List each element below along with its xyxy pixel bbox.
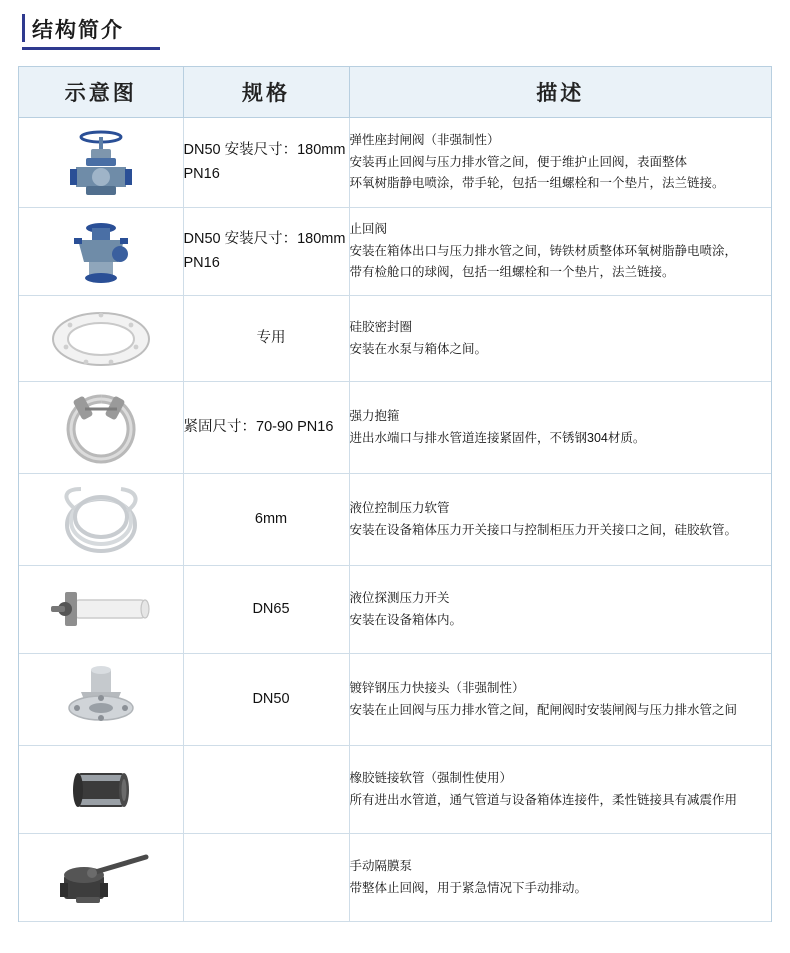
row-diagram-cell (19, 654, 183, 746)
row-description-cell (349, 382, 771, 474)
spec-line: DN50 (183, 142, 221, 159)
page-title (22, 12, 136, 50)
row-description-cell (349, 208, 771, 296)
desc-line: 止回阀 (349, 221, 388, 236)
row-spec-cell (183, 118, 349, 208)
desc-line: 橡胶链接软管（强制性使用） (349, 770, 513, 785)
row-spec-cell (183, 834, 349, 922)
check-valve-icon (19, 214, 183, 290)
table-row (19, 474, 771, 566)
spec-table-container (18, 66, 772, 922)
coiled-tube-icon (19, 481, 183, 559)
spec-line: 专用 (256, 329, 286, 346)
row-diagram-cell (19, 474, 183, 566)
pressure-switch-icon (19, 582, 183, 638)
table-row (19, 382, 771, 474)
row-spec-cell (183, 566, 349, 654)
quick-coupling-icon (19, 664, 183, 736)
desc-line: 液位探测压力开关 (349, 590, 450, 605)
spec-line: 安装尺寸：180mm (224, 142, 346, 159)
table-body (19, 118, 771, 922)
spec-line: DN65 (252, 600, 290, 617)
spec-line: PN16 (183, 254, 220, 271)
row-description-cell (349, 834, 771, 922)
row-diagram-cell (19, 834, 183, 922)
table-row (19, 208, 771, 296)
row-description-cell (349, 118, 771, 208)
spec-line: 6mm (254, 510, 288, 527)
column-header-spec: 规格 (183, 67, 349, 118)
desc-line: 所有进出水管道，通气管道与设备箱体连接件，柔性链接具有减震作用 (349, 792, 738, 807)
desc-line: 带有检舱口的球阀，包括一组螺栓和一个垫片，法兰链接。 (349, 265, 675, 280)
table-row (19, 834, 771, 922)
row-spec-cell (183, 296, 349, 382)
desc-line: 液位控制压力软管 (349, 500, 450, 515)
desc-line: 进出水端口与排水管道连接紧固件，不锈钢304材质。 (349, 430, 646, 445)
table-row (19, 654, 771, 746)
row-description-cell (349, 746, 771, 834)
desc-line: 强力抱箍 (349, 408, 400, 423)
row-spec-cell (183, 474, 349, 566)
gasket-ring-icon (19, 307, 183, 371)
row-spec-cell (183, 208, 349, 296)
page-title-text: 结构简介 (32, 19, 124, 42)
gate-valve-icon (19, 125, 183, 201)
column-header-description: 描述 (349, 67, 771, 118)
table-row (19, 566, 771, 654)
row-description-cell (349, 474, 771, 566)
spec-line: DN50 (183, 231, 221, 248)
row-spec-cell (183, 382, 349, 474)
table-row (19, 746, 771, 834)
spec-line: 安装尺寸：180mm (224, 231, 346, 248)
row-diagram-cell (19, 296, 183, 382)
desc-line: 安装在止回阀与压力排水管之间，配闸阀时安装闸阀与压力排水管之间 (349, 702, 738, 717)
spec-line: DN50 (252, 690, 290, 707)
rubber-coupling-icon (19, 759, 183, 821)
spec-line: 紧固尺寸：70-90 (183, 418, 294, 435)
row-diagram-cell (19, 208, 183, 296)
row-diagram-cell (19, 118, 183, 208)
hand-diaphragm-pump-icon (19, 847, 183, 909)
spec-line: PN16 (183, 165, 220, 182)
desc-line: 硅胶密封圈 (349, 319, 413, 334)
row-description-cell (349, 654, 771, 746)
row-description-cell (349, 566, 771, 654)
table-header-row (19, 67, 771, 118)
table-row (19, 296, 771, 382)
row-diagram-cell (19, 382, 183, 474)
desc-line: 安装在设备箱体内。 (349, 612, 463, 627)
desc-line: 手动隔膜泵 (349, 858, 413, 873)
desc-line: 安装再止回阀与压力排水管之间，便于维护止回阀，表面整体 (349, 154, 688, 169)
desc-line: 弹性座封闸阀（非强制性） (349, 132, 500, 147)
desc-line: 环氧树脂静电喷涂，带手轮，包括一组螺栓和一个垫片，法兰链接。 (349, 176, 725, 191)
row-description-cell (349, 296, 771, 382)
desc-line: 安装在箱体出口与压力排水管之间，铸铁材质整体环氧树脂静电喷涂， (349, 243, 738, 258)
column-header-diagram: 示意图 (19, 67, 183, 118)
desc-line: 安装在设备箱体压力开关接口与控制柜压力开关接口之间，硅胶软管。 (349, 522, 738, 537)
row-spec-cell (183, 746, 349, 834)
desc-line: 镀锌钢压力快接头（非强制性） (349, 680, 525, 695)
row-diagram-cell (19, 746, 183, 834)
row-diagram-cell (19, 566, 183, 654)
hose-clamp-icon (19, 389, 183, 467)
spec-table (19, 67, 771, 922)
row-spec-cell (183, 654, 349, 746)
table-row (19, 118, 771, 208)
desc-line: 安装在水泵与箱体之间。 (349, 341, 488, 356)
desc-line: 带整体止回阀，用于紧急情况下手动排动。 (349, 880, 588, 895)
spec-line: PN16 (297, 418, 334, 435)
